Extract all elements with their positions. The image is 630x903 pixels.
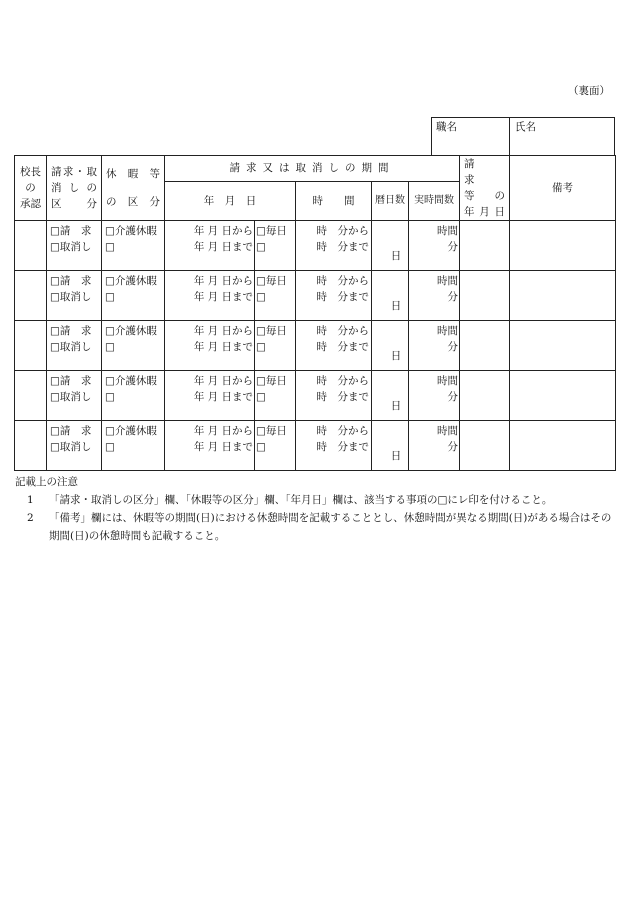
time-from[interactable]: 時 分から (316, 225, 369, 237)
date-from[interactable]: 年 月 日から (193, 275, 253, 287)
minutes-unit: 分 (447, 441, 458, 453)
leave-request-table (14, 155, 616, 471)
daily-option[interactable]: □毎日 (256, 375, 287, 387)
calendar-days-cell[interactable] (372, 271, 409, 321)
hours-unit: 時間 (437, 425, 458, 437)
date-cell[interactable] (165, 271, 255, 321)
minutes-unit: 分 (447, 291, 458, 303)
approval-cell[interactable] (15, 271, 47, 321)
date-to[interactable]: 年 月 日まで (193, 391, 253, 403)
name-label: 氏名 (515, 121, 536, 133)
date-header: 年 月 日 (165, 181, 296, 220)
daily-other-option[interactable]: □ (256, 291, 266, 303)
hours-unit: 時間 (437, 375, 458, 387)
daily-cell[interactable] (255, 421, 296, 471)
time-to[interactable]: 時 分まで (316, 391, 369, 403)
time-from[interactable]: 時 分から (316, 325, 369, 337)
date-to[interactable]: 年 月 日まで (193, 291, 253, 303)
request-date-cell[interactable] (460, 221, 510, 271)
time-from[interactable]: 時 分から (316, 425, 369, 437)
table-row (15, 421, 616, 471)
day-unit: 日 (390, 250, 402, 262)
approval-cell[interactable] (15, 421, 47, 471)
leave-type-cell[interactable] (102, 321, 165, 371)
date-cell[interactable] (165, 321, 255, 371)
daily-cell[interactable] (255, 321, 296, 371)
note-item-1: 1 「請求・取消しの区分」欄、「休暇等の区分」欄、「年月日」欄は、該当する事項の□にレ印を付けること。 (27, 494, 553, 506)
daily-option[interactable]: □毎日 (256, 225, 287, 237)
remarks-cell[interactable] (510, 371, 616, 421)
principal-approval-header (15, 156, 47, 221)
care-leave-option[interactable]: □介護休暇 (105, 325, 157, 337)
approval-cell[interactable] (15, 321, 47, 371)
period-header (165, 156, 460, 182)
time-cell[interactable] (296, 321, 372, 371)
cancel-option[interactable]: □取消し (50, 341, 92, 353)
request-type-cell[interactable] (47, 321, 102, 371)
request-date-header (460, 156, 510, 221)
calendar-days-cell[interactable] (372, 221, 409, 271)
approval-cell[interactable] (15, 221, 47, 271)
date-from[interactable]: 年 月 日から (193, 325, 253, 337)
care-leave-option[interactable]: □介護休暇 (105, 375, 157, 387)
date-to[interactable]: 年 月 日まで (193, 441, 253, 453)
minutes-unit: 分 (447, 241, 458, 253)
leave-type-header (102, 156, 165, 221)
cancel-option[interactable]: □取消し (50, 391, 92, 403)
request-option[interactable]: □請 求 (50, 325, 92, 337)
other-leave-option[interactable]: □ (105, 291, 115, 303)
remarks-cell[interactable] (510, 221, 616, 271)
hours-unit: 時間 (437, 275, 458, 287)
request-option[interactable]: □請 求 (50, 275, 92, 287)
table-row (15, 271, 616, 321)
request-type-cell[interactable] (47, 371, 102, 421)
leave-type-cell[interactable] (102, 221, 165, 271)
remarks-cell[interactable] (510, 421, 616, 471)
date-from[interactable]: 年 月 日から (193, 375, 253, 387)
hours-unit: 時間 (437, 225, 458, 237)
header-text: 請求・取 (51, 166, 97, 178)
header-text: 年月日 (464, 206, 505, 218)
daily-cell[interactable] (255, 371, 296, 421)
notes-title: 記載上の注意 (15, 476, 78, 488)
date-cell[interactable] (165, 421, 255, 471)
time-to[interactable]: 時 分まで (316, 241, 369, 253)
note-item-2: 2 「備考」欄には、休暇等の期間(日)における休憩時間を記載することとし、休憩時間が異なる期間(日)がある場合はその期間(日)の休憩時間も記載すること。 (27, 512, 612, 542)
time-cell[interactable] (296, 221, 372, 271)
calendar-days-cell[interactable] (372, 421, 409, 471)
date-to[interactable]: 年 月 日まで (193, 341, 253, 353)
time-to[interactable]: 時 分まで (316, 341, 369, 353)
table-row (15, 221, 616, 271)
time-to[interactable]: 時 分まで (316, 441, 369, 453)
daily-cell[interactable] (255, 271, 296, 321)
cancel-option[interactable]: □取消し (50, 441, 92, 453)
minutes-unit: 分 (447, 391, 458, 403)
request-date-cell[interactable] (460, 271, 510, 321)
header-text: の (25, 182, 36, 194)
table-row (15, 371, 616, 421)
time-header: 時 間 (296, 181, 372, 220)
request-type-header (47, 156, 102, 221)
day-unit: 日 (390, 350, 402, 362)
approval-cell[interactable] (15, 371, 47, 421)
header-text: 校長 (20, 166, 41, 178)
remarks-header: 備考 (510, 156, 616, 221)
daily-other-option[interactable]: □ (256, 441, 266, 453)
care-leave-option[interactable]: □介護休暇 (105, 425, 157, 437)
date-cell[interactable] (165, 371, 255, 421)
header-text: 休 暇 等 (106, 168, 160, 180)
request-date-cell[interactable] (460, 321, 510, 371)
request-option[interactable]: □請 求 (50, 425, 92, 437)
care-leave-option[interactable]: □介護休暇 (105, 275, 157, 287)
daily-cell[interactable] (255, 221, 296, 271)
daily-other-option[interactable]: □ (256, 341, 266, 353)
request-option[interactable]: □請 求 (50, 225, 92, 237)
date-from[interactable]: 年 月 日から (193, 425, 253, 437)
daily-option[interactable]: □毎日 (256, 325, 287, 337)
table-row (15, 321, 616, 371)
leave-type-cell[interactable] (102, 271, 165, 321)
time-to[interactable]: 時 分まで (316, 291, 369, 303)
time-cell[interactable] (296, 271, 372, 321)
day-unit: 日 (390, 450, 402, 462)
actual-hours-cell[interactable] (409, 321, 460, 371)
actual-hours-header: 実時間数 (409, 181, 460, 220)
date-to[interactable]: 年 月 日まで (193, 241, 253, 253)
actual-hours-cell[interactable] (409, 271, 460, 321)
other-leave-option[interactable]: □ (105, 241, 115, 253)
remarks-cell[interactable] (510, 271, 616, 321)
header-text: 承認 (20, 198, 41, 210)
actual-hours-cell[interactable] (409, 221, 460, 271)
cancel-option[interactable]: □取消し (50, 291, 92, 303)
day-unit: 日 (390, 400, 402, 412)
minutes-unit: 分 (447, 341, 458, 353)
header-text: 区 分 (51, 198, 97, 210)
other-leave-option[interactable]: □ (105, 391, 115, 403)
care-leave-option[interactable]: □介護休暇 (105, 225, 157, 237)
date-from[interactable]: 年 月 日から (193, 225, 253, 237)
day-unit: 日 (390, 300, 402, 312)
position-label: 職名 (436, 121, 457, 133)
hours-unit: 時間 (437, 325, 458, 337)
date-cell[interactable] (165, 221, 255, 271)
actual-hours-cell[interactable] (409, 421, 460, 471)
time-cell[interactable] (296, 421, 372, 471)
header-text: 消しの (51, 182, 97, 194)
header-text: の 区 分 (106, 196, 160, 208)
signature-divider (509, 117, 510, 156)
leave-type-cell[interactable] (102, 421, 165, 471)
daily-option[interactable]: □毎日 (256, 425, 287, 437)
daily-other-option[interactable]: □ (256, 241, 266, 253)
calendar-days-cell[interactable] (372, 371, 409, 421)
calendar-days-header: 暦日数 (372, 181, 409, 220)
request-type-cell[interactable] (47, 221, 102, 271)
period-header-text: 請求又は取消しの期間 (229, 162, 395, 175)
calendar-days-cell[interactable] (372, 321, 409, 371)
header-text: 等 の (464, 190, 505, 202)
request-date-cell[interactable] (460, 371, 510, 421)
time-from[interactable]: 時 分から (316, 375, 369, 387)
time-cell[interactable] (296, 371, 372, 421)
daily-option[interactable]: □毎日 (256, 275, 287, 287)
request-option[interactable]: □請 求 (50, 375, 92, 387)
notes-section (15, 473, 615, 545)
other-leave-option[interactable]: □ (105, 341, 115, 353)
time-from[interactable]: 時 分から (316, 275, 369, 287)
cancel-option[interactable]: □取消し (50, 241, 92, 253)
page-side-label: （裏面） (568, 85, 610, 97)
request-type-cell[interactable] (47, 421, 102, 471)
remarks-cell[interactable] (510, 321, 616, 371)
request-date-cell[interactable] (460, 421, 510, 471)
actual-hours-cell[interactable] (409, 371, 460, 421)
header-text: 請 求 (464, 158, 496, 186)
leave-type-cell[interactable] (102, 371, 165, 421)
daily-other-option[interactable]: □ (256, 391, 266, 403)
request-type-cell[interactable] (47, 271, 102, 321)
other-leave-option[interactable]: □ (105, 441, 115, 453)
